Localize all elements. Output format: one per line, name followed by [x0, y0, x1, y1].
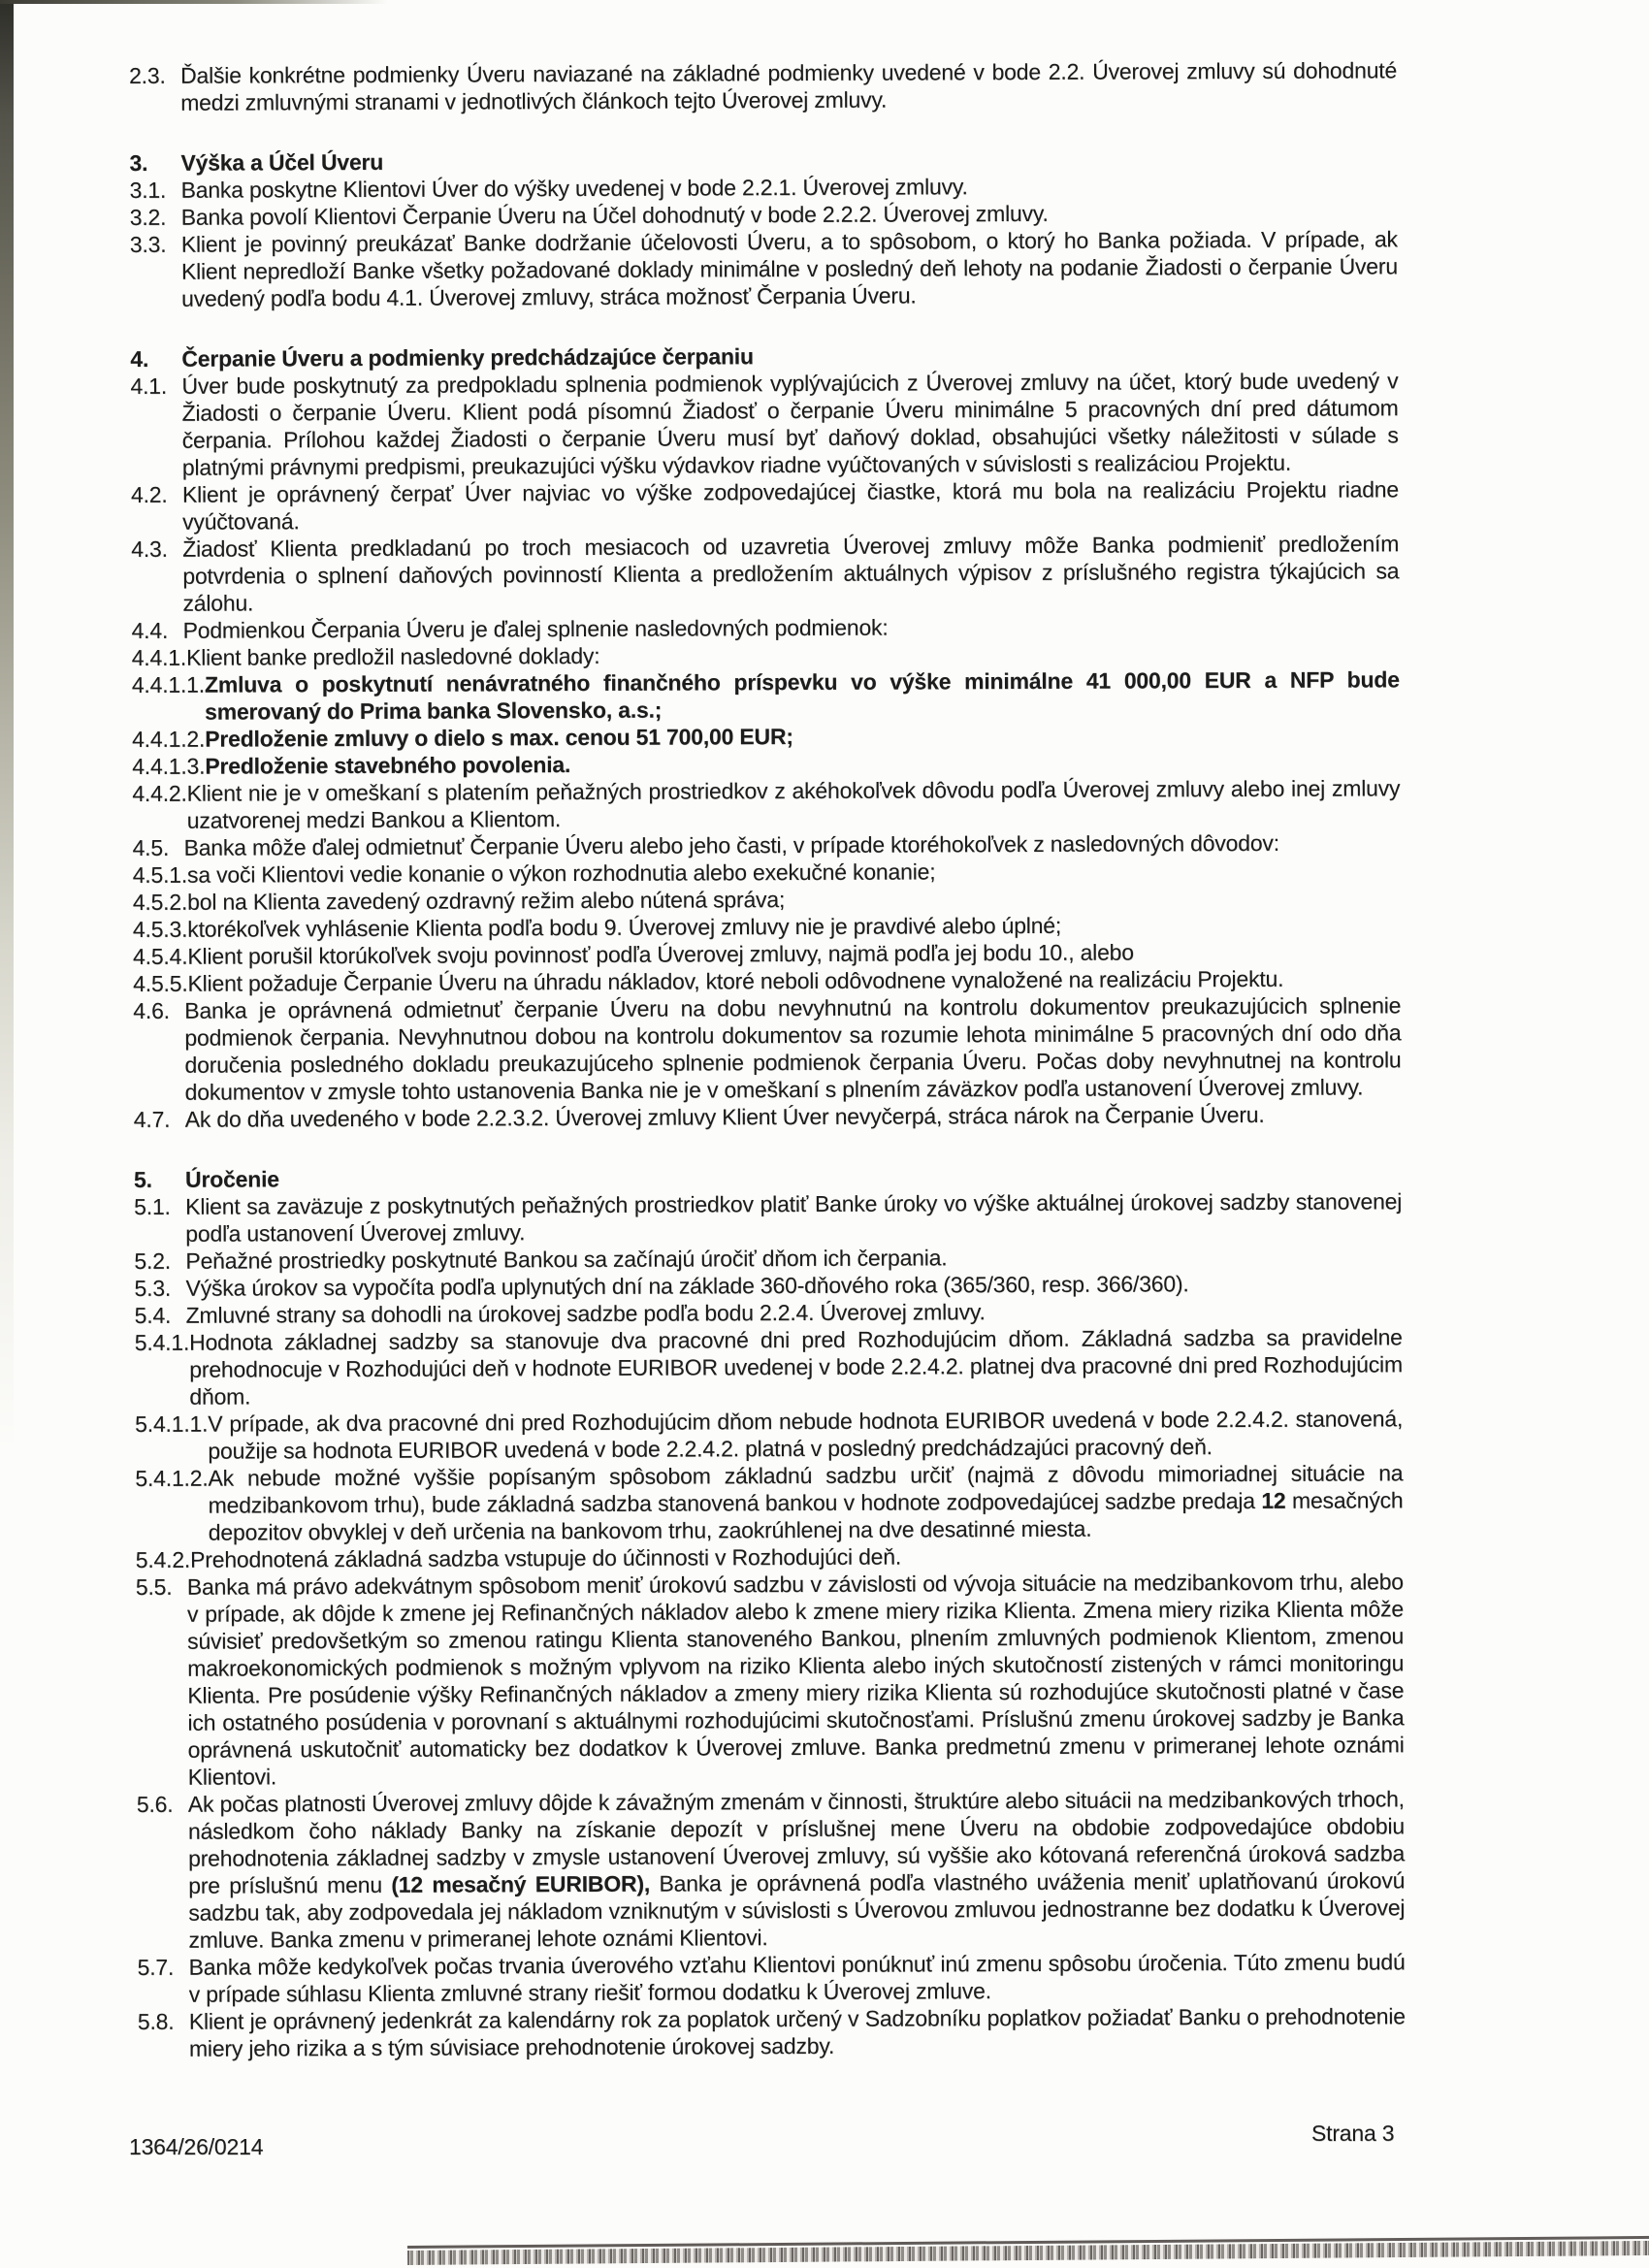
- item-text: Úročenie: [184, 1166, 279, 1192]
- item-number: 5.4.1.1.: [135, 1410, 209, 1437]
- doc-item-4-4-1-1: [132, 665, 1400, 726]
- document-body: [129, 56, 1406, 2062]
- scan-edge-left-artifact: [0, 0, 14, 1455]
- item-number: 4.1.: [130, 373, 168, 399]
- scan-edge-top-artifact: [0, 0, 388, 4]
- item-number: 4.7.: [133, 1106, 171, 1132]
- item-number: 4.4.1.1.: [131, 671, 205, 697]
- item-text: Predloženie stavebného povolenia.: [205, 752, 571, 779]
- item-text: Zmluvné strany sa dohodli na úrokovej sadzbe podľa bodu 2.2.4. Úverovej zmluvy.: [185, 1299, 986, 1328]
- item-number: 5.7.: [137, 1954, 175, 1980]
- item-number: 4.5.4.: [132, 943, 188, 969]
- item-number: 4.4.1.: [131, 644, 187, 670]
- doc-item-5-1: [134, 1187, 1402, 1247]
- item-text: Banka môže kedykoľvek počas trvania úverového vzťahu Klientovi ponúknuť inú zmenu spôsobu úročenia. Túto zmenu budú v prípade súhlasu Klienta zmluvné strany riešiť formou dodatku k Úverovej zmluve.: [188, 1949, 1406, 2007]
- item-text: V prípade, ak dva pracovné dni pred Rozhodujúcim dňom nebude hodnota EURIBOR uvedená v bode 2.2.4.2. stanovená, použije sa hodnota EURIBOR uvedená v bode 2.2.4.2. platná v posledný predchádzajúci pracovný deň.: [208, 1406, 1404, 1464]
- item-number: 3.2.: [129, 204, 167, 230]
- item-number: 4.5.3.: [132, 916, 188, 942]
- scan-bottom-artifact: [407, 2236, 1649, 2265]
- doc-item-4-1: [130, 367, 1398, 481]
- item-text: Prehodnotená základná sadzba vstupuje do účinnosti v Rozhodujúci deň.: [190, 1543, 902, 1572]
- item-text-segment: Ak počas platnosti Úverovej zmluvy dôjde k závažným zmenám v činnosti, štruktúre alebo situácii na medzibankových trhoch, následkom čoho náklady Banky na získanie depozít v príslušnej mene Úveru na obdobie zodpovedajúce obdobiu prehodnotenia základnej sadzby v zmysle ustanovení Úverovej zmluvy, sú vyššie ako kótovaná referenčná úroková sadzba pre príslušnú menu: [187, 1786, 1406, 1898]
- item-number: 4.5.5.: [133, 970, 188, 996]
- item-number: 4.: [130, 345, 149, 372]
- item-number: 5.4.: [134, 1302, 172, 1328]
- doc-item-4-3: [131, 530, 1399, 617]
- item-text: Výška úrokov sa vypočíta podľa uplynutých dní na základe 360-dňového roka (365/360, resp. 366/360).: [185, 1271, 1189, 1301]
- doc-item-4-6: [133, 991, 1401, 1106]
- item-number: 4.5.1.: [132, 861, 188, 888]
- item-text: Banka môže ďalej odmietnuť Čerpanie Úveru alebo jeho časti, v prípade ktoréhokoľvek z nasledovných dôvodov:: [183, 829, 1279, 860]
- item-text: Banka poskytne Klientovi Úver do výšky uvedenej v bode 2.2.1. Úverovej zmluvy.: [180, 174, 968, 203]
- item-number: 4.5.: [132, 834, 170, 860]
- item-text: Klient je povinný preukázať Banke dodržanie účelovosti Úveru, a to spôsobom, o ktorý ho Banka požiada. V prípade, ak Klient nepredloží Banke všetky požadované doklady minimálne v posledný deň lehoty na podanie Žiadosti o čerpanie Úveru uvedený podľa bodu 4.1. Úverovej zmluvy, stráca možnosť Čerpania Úveru.: [180, 226, 1398, 311]
- doc-item-3-3: [130, 225, 1398, 312]
- doc-item-5-5: [136, 1568, 1405, 1791]
- doc-item-2-3: [129, 56, 1397, 116]
- item-text-segment: mesačných depozitov obvyklej v deň určenia na bankovom trhu, zaokrúhlenej na dve desatinné miesta.: [208, 1487, 1404, 1545]
- item-text-bold-segment: (12 mesačný EURIBOR),: [391, 1870, 651, 1897]
- item-number: 5.3.: [134, 1275, 172, 1301]
- item-text: ktorékoľvek vyhlásenie Klienta podľa bodu 9. Úverovej zmluvy nie je pravdivé alebo úplné;: [187, 912, 1062, 942]
- item-text: Úver bude poskytnutý za predpokladu splnenia podmienok vyplývajúcich z Úverovej zmluvy na účet, ktorý bude uvedený v Žiadosti o čerpanie Úveru. Klient podá písomnú Žiadosť o čerpanie Úveru minimálne 5 pracovných dní pred dátumom čerpania. Prílohou každej Žiadosti o čerpanie Úveru musí byť daňový doklad, obsahujúci všetky náležitosti v súlade s platnými právnymi predpismi, preukazujúci výšku výdavkov riadne vyúčtovaných v súvislosti s realizáciou Projektu.: [181, 368, 1399, 480]
- item-number: 3.3.: [129, 231, 167, 257]
- item-text: sa voči Klientovi vedie konanie o výkon rozhodnutia alebo exekučné konanie;: [186, 859, 936, 888]
- item-number: 4.4.2.: [132, 780, 187, 806]
- item-number: 4.2.: [130, 481, 168, 507]
- doc-item-5-8: [138, 2002, 1406, 2062]
- item-number: 5.8.: [137, 2008, 175, 2034]
- item-text-bold-segment: 12: [1261, 1487, 1286, 1513]
- item-text: Zmluva o poskytnutí nenávratného finančného príspevku vo výške minimálne 41 000,00 EUR a NFP bude smerovaný do Prima banka Slovensko, a.s.;: [204, 666, 1400, 725]
- doc-item-4-2: [131, 475, 1399, 535]
- item-number: 5.4.2.: [135, 1546, 191, 1572]
- item-number: 5.1.: [134, 1193, 171, 1219]
- item-number: 4.4.1.3.: [132, 753, 206, 779]
- page-number: Strana 3: [1311, 2121, 1395, 2146]
- item-text-segment: Ak nebude možné vyššie popísaným spôsobom základnú sadzbu určiť (najmä z dôvodu mimoriadnej situácie na medzibankovom trhu), bude základná sadzba stanovená bankou v hodnote zodpovedajúcej sadzbe predaja: [208, 1460, 1404, 1518]
- item-number: 3.: [129, 149, 148, 176]
- doc-item-5-4-1-1: [135, 1405, 1403, 1465]
- item-number: 2.3.: [129, 62, 166, 88]
- item-text: [188, 1785, 1406, 1953]
- item-text: Klient je oprávnený čerpať Úver najviac vo výške zodpovedajúcej čiastke, ktorá mu bola na realizáciu Projektu riadne vyúčtovaná.: [181, 476, 1399, 535]
- item-text: [208, 1459, 1403, 1545]
- item-text: Klient banke predložil nasledovné doklady:: [185, 642, 600, 670]
- document-number: 1364/26/0214: [129, 2134, 264, 2159]
- item-number: 5.2.: [134, 1247, 172, 1274]
- doc-item-5-7: [138, 1948, 1406, 2008]
- item-text: Banka je oprávnená odmietnuť čerpanie Úveru na dobu nevyhnutnú na kontrolu dokumentov preukazujúcich splnenie podmienok čerpania. Nevyhnutnou dobou na kontrolu dokumentov sa rozumie lehota minimálne 5 pracovných dní odo dňa doručenia posledného dokladu preukazujúceho splnenie podmienok čerpania Úveru. Počas doby nevyhnutnej na kontrolu dokumentov v zmysle tohto ustanovenia Banka nie je v omeškaní s plnením záväzkov podľa ustanovení Úverovej zmluvy.: [184, 992, 1402, 1105]
- item-text: Klient nie je v omeškaní s platením peňažných prostriedkov z akéhokoľvek dôvodu podľa Úverovej zmluvy alebo inej zmluvy uzatvorenej medzi Bankou a Klientom.: [186, 775, 1401, 833]
- doc-item-5-4-1: [135, 1323, 1403, 1410]
- item-text: Výška a Účel Úveru: [180, 148, 384, 176]
- item-number: 5.6.: [136, 1791, 174, 1817]
- item-text: Peňažné prostriedky poskytnuté Bankou sa začínajú úročiť dňom ich čerpania.: [185, 1245, 948, 1274]
- item-text: Ak do dňa uvedeného v bode 2.2.3.2. Úverovej zmluvy Klient Úver nevyčerpá, stráca nárok na Čerpanie Úveru.: [184, 1101, 1265, 1132]
- item-number: 5.: [133, 1166, 152, 1192]
- item-number: 4.3.: [131, 535, 168, 562]
- item-text: Ďalšie konkrétne podmienky Úveru naviazané na základné podmienky uvedené v bode 2.2. Úverovej zmluvy sú dohodnuté medzi zmluvnými stranami v jednotlivých článkoch tejto Úverovej zmluvy.: [180, 57, 1398, 115]
- item-number: 4.5.2.: [132, 889, 188, 915]
- item-text: bol na Klienta zavedený ozdravný režim alebo nútená správa;: [187, 887, 786, 915]
- item-number: 5.4.1.2.: [135, 1465, 209, 1491]
- item-text: Hodnota základnej sadzby sa stanovuje dva pracovné dni pred Rozhodujúcim dňom. Základná sadzba sa pravidelne prehodnocuje v Rozhodujúci deň v hodnote EURIBOR uvedenej v bode 2.2.4.2. platnej dva pracovné dni pred Rozhodujúcim dňom.: [189, 1324, 1403, 1409]
- item-text: Banka má právo adekvátnym spôsobom meniť úrokovú sadzbu v závislosti od vývoja situácie na medzibankovom trhu, alebo v prípade, ak dôjde k zmene jej Refinančných nákladov alebo k zmene miery rizika Klienta. Zmena miery rizika Klienta môže súvisieť predovšetkým so zmenou ratingu Klienta stanoveného Bankou, plnením zmluvných podmienok Klientom, zmenou makroekonomických podmienok s možným vplyvom na riziko Klienta alebo iných skutočností zistených v rámci monitoringu Klienta. Pre posúdenie výšky Refinančných nákladov a zmeny miery rizika Klienta sú rozhodujúce skutočnosti platné v čase ich ostatného posúdenia v porovnaní s aktuálnymi rozhodujúcimi skutočnosťami. Príslušnú zmenu úrokovej sadzby je Banka oprávnená uskutočniť automaticky bez dodatkov k Úverovej zmluve. Banka predmetnú zmenu v primeranej lehote oznámi Klientovi.: [186, 1569, 1405, 1790]
- item-number: 3.1.: [129, 177, 167, 203]
- item-number: 4.4.1.2.: [131, 726, 206, 752]
- doc-item-4-7: [134, 1100, 1402, 1133]
- item-text: Predloženie zmluvy o dielo s max. cenou 51 700,00 EUR;: [205, 724, 793, 752]
- item-text: Čerpanie Úveru a podmienky predchádzajúce čerpaniu: [181, 343, 754, 372]
- item-text: Banka povolí Klientovi Čerpanie Úveru na Účel dohodnutý v bode 2.2.2. Úverovej zmluvy.: [180, 200, 1049, 230]
- doc-item-4-4-2: [132, 774, 1400, 834]
- item-number: 5.4.1.: [134, 1329, 190, 1355]
- item-text: Klient je oprávnený jedenkrát za kalendárny rok za poplatok určený v Sadzobníku poplatkov požiadať Banku o prehodnotenie miery jeho rizika a s tým súvisiace prehodnotenie úrokovej sadzby.: [188, 2003, 1406, 2061]
- item-text-segment: Banka je oprávnená podľa vlastného uváženia meniť uplatňovanú úrokovú sadzbu tak, aby zodpovedala jej nákladom vzniknutým v súvislosti s Úverovou zmluvou jednostranne bez dodatku k Úverovej zmluve. Banka zmenu v primeranej lehote oznámi Klientovi.: [188, 1867, 1406, 1953]
- item-text: Žiadosť Klienta predkladanú po troch mesiacoch od uzavretia Úverovej zmluvy môže Banka podmieniť predložením potvrdenia o splnení daňových povinností Klienta a predložením aktuálnych výpisov z príslušného registra týkajúcich sa zálohu.: [182, 531, 1400, 616]
- item-number: 5.5.: [135, 1573, 173, 1600]
- item-number: 4.6.: [133, 997, 170, 1023]
- item-number: 4.4.: [131, 617, 169, 643]
- doc-item-5-4-1-2: [135, 1459, 1403, 1546]
- item-text: Klient porušil ktorúkoľvek svoju povinnosť podľa Úverovej zmluvy, najmä podľa jej bodu 10., alebo: [187, 939, 1134, 969]
- doc-item-5-6: [137, 1785, 1406, 1954]
- item-text: Klient sa zaväzuje z poskytnutých peňažných prostriedkov platiť Banke úroky vo výške aktuálnej úrokovej sadzby stanovenej podľa ustanovení Úverovej zmluvy.: [185, 1188, 1403, 1247]
- item-text: Podmienkou Čerpania Úveru je ďalej splnenie nasledovných podmienok:: [182, 614, 889, 643]
- item-text: Klient požaduje Čerpanie Úveru na úhradu nákladov, ktoré neboli odôvodnene vynaložené na realizáciu Projektu.: [187, 965, 1284, 996]
